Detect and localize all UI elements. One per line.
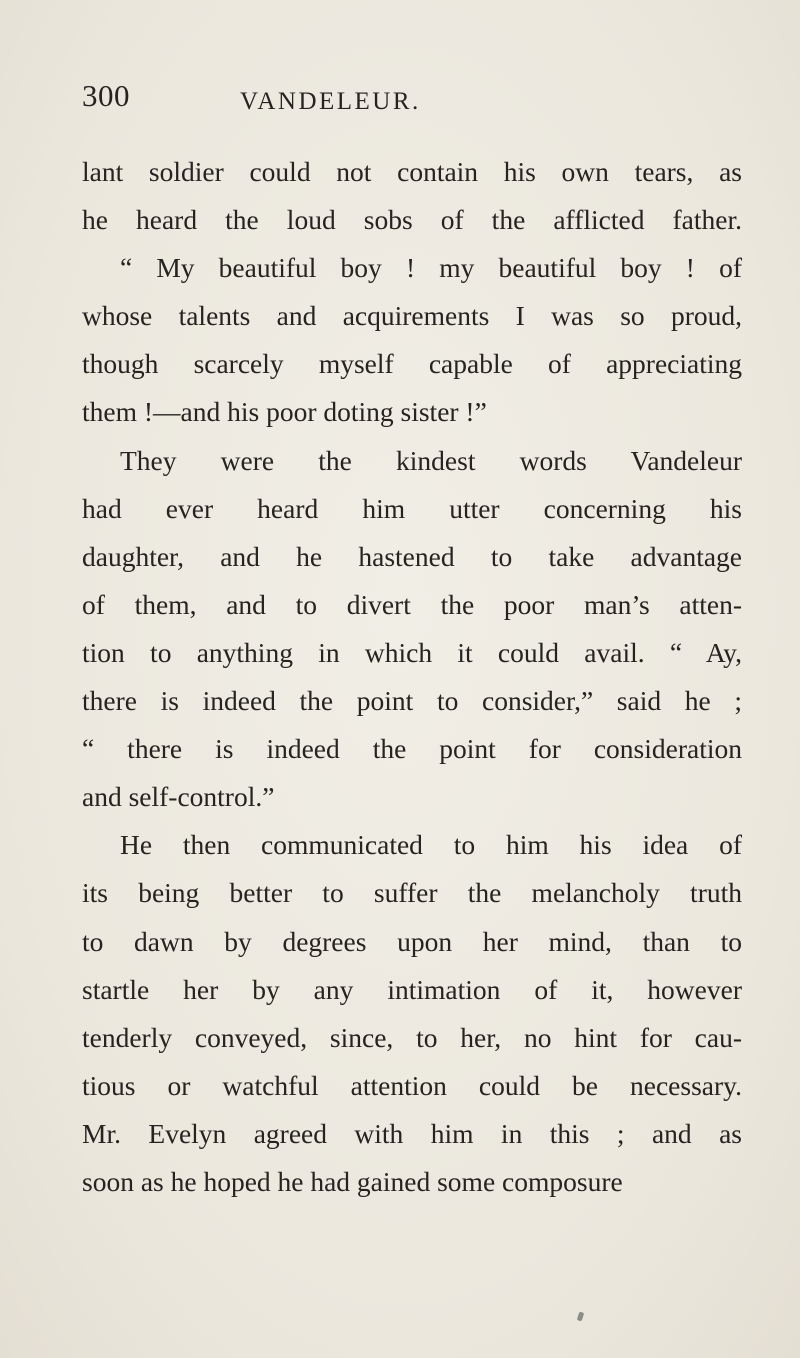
text-line: They were the kindest words Vandeleur (120, 444, 742, 476)
text-line: lant soldier could not contain his own tears, as (82, 156, 742, 187)
text-line: and self-control.” (82, 781, 275, 813)
text-line: startle her by any intimation of it, however (82, 973, 742, 1005)
text-line: tious or watchful attention could be necessary. (82, 1069, 742, 1101)
text-line: soon as he hoped he had gained some composure (82, 1165, 623, 1197)
text-line: them !—and his poor doting sister !” (82, 396, 487, 428)
text-line: there is indeed the point to consider,” said he ; (82, 685, 742, 717)
text-line: though scarcely myself capable of appreciating (82, 348, 742, 380)
running-head: VANDELEUR. (240, 88, 421, 115)
text-line: tenderly conveyed, since, to her, no hint for cau- (82, 1021, 742, 1053)
text-line: whose talents and acquirements I was so proud, (82, 300, 742, 332)
text-line: daughter, and he hastened to take advantage (82, 540, 742, 572)
page-header (0, 78, 800, 128)
ink-speck (577, 1311, 585, 1321)
text-line: to dawn by degrees upon her mind, than to (82, 925, 742, 957)
text-line: tion to anything in which it could avail. “ Ay, (82, 636, 742, 668)
page-number: 300 (82, 78, 130, 113)
text-line: “ My beautiful boy ! my beautiful boy ! of (120, 252, 742, 284)
text-line: He then communicated to him his idea of (120, 829, 742, 861)
text-line: had ever heard him utter concerning his (82, 492, 742, 524)
body-text (82, 148, 742, 1206)
text-line: he heard the loud sobs of the afflicted father. (82, 204, 742, 236)
text-line: Mr. Evelyn agreed with him in this ; and as (82, 1117, 742, 1149)
text-line: its being better to suffer the melancholy truth (82, 877, 742, 909)
text-line: of them, and to divert the poor man’s atten- (82, 588, 742, 620)
text-line: “ there is indeed the point for consideration (82, 733, 742, 765)
